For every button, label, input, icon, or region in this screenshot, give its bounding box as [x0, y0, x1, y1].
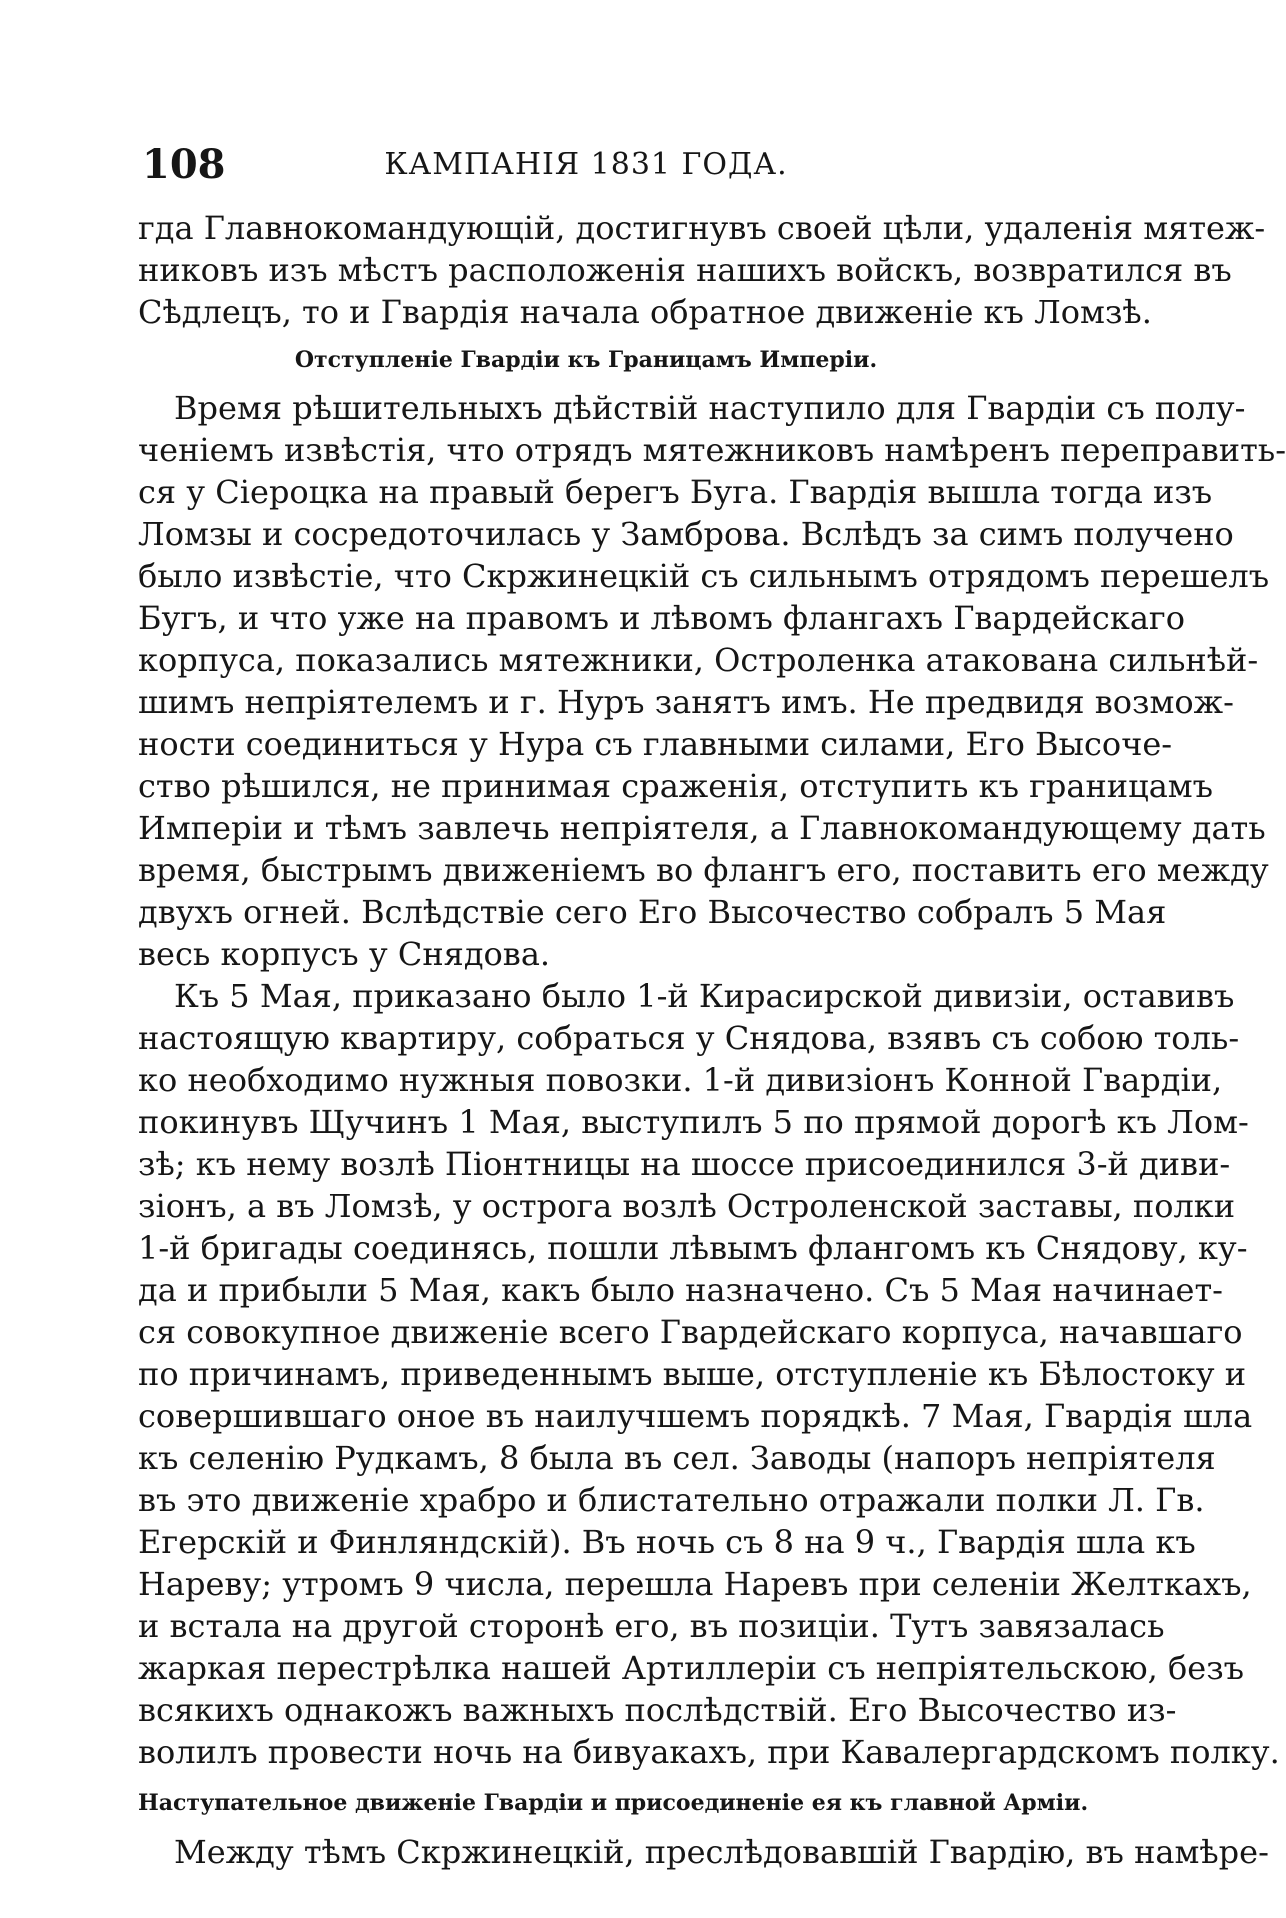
text-line: зiонъ, а въ Ломзѣ, у острога возлѣ Остроленской заставы, полки [138, 1187, 1236, 1225]
text-line: никовъ изъ мѣстъ расположенiя нашихъ войскъ, возвратился въ [138, 251, 1232, 289]
text-line: жаркая перестрѣлка нашей Артиллерiи съ непрiятельскою, безъ [138, 1649, 1245, 1687]
text-line: ченiемъ извѣстiя, что отрядъ мятежниковъ намѣренъ переправить- [138, 431, 1286, 469]
text-line: ство рѣшился, не принимая сраженiя, отступить къ границамъ [138, 767, 1214, 805]
text-line: по причинамъ, приведеннымъ выше, отступленiе къ Бѣлостоку и [138, 1355, 1247, 1393]
text-line: совершившаго оное въ наилучшемъ порядкѣ. 7 Мая, Гвардiя шла [138, 1397, 1253, 1435]
text-line: Егерскiй и Финляндскiй). Въ ночь съ 8 на 9 ч., Гвардiя шла къ [138, 1523, 1196, 1561]
running-title: КАМПАНIЯ 1831 ГОДА. [384, 147, 788, 182]
text-line: Время рѣшительныхъ дѣйствiй наступило для Гвардiи съ полу- [174, 389, 1246, 427]
text-line: покинувъ Щучинъ 1 Мая, выступилъ 5 по прямой дорогѣ къ Лом- [138, 1103, 1249, 1141]
text-line: Нареву; утромъ 9 числа, перешла Наревъ при селенiи Желткахъ, [138, 1565, 1252, 1603]
text-line: Между тѣмъ Скржинецкiй, преслѣдовавшiй Гвардiю, въ намѣре- [174, 1833, 1269, 1871]
text-line: двухъ огней. Вслѣдствiе сего Его Высочество собралъ 5 Мая [138, 893, 1167, 931]
text-line: да и прибыли 5 Мая, какъ было назначено. Съ 5 Мая начинает- [138, 1271, 1223, 1309]
text-line: къ селенiю Рудкамъ, 8 была въ сел. Заводы (напоръ непрiятеля [138, 1439, 1216, 1477]
text-line: Къ 5 Мая, приказано было 1-й Кирасирской дивизiи, оставивъ [174, 977, 1235, 1015]
page-header [138, 140, 1034, 190]
section-heading: Отступленiе Гвардiи къ Границамъ Имперiи. [294, 347, 878, 373]
text-line: шимъ непрiятелемъ и г. Нуръ занятъ имъ. Не предвидя возмож- [138, 683, 1234, 721]
text-line: настоящую квартиру, собраться у Снядова, взявъ съ собою толь- [138, 1019, 1240, 1057]
text-line: ко необходимо нужныя повозки. 1-й дивизiонъ Конной Гвардiи, [138, 1061, 1223, 1099]
text-line: ся у Сiероцка на правый берегъ Буга. Гвардiя вышла тогда изъ [138, 473, 1213, 511]
text-line: зѣ; къ нему возлѣ Пiонтницы на шоссе присоединился 3-й диви- [138, 1145, 1231, 1183]
text-line: весь корпусъ у Снядова. [138, 935, 551, 973]
text-line: волилъ провести ночь на бивуакахъ, при Кавалергардскомъ полку. [138, 1733, 1280, 1771]
page-number: 108 [142, 141, 226, 188]
text-line: время, быстрымъ движенiемъ во флангъ его, поставить его между [138, 851, 1269, 889]
text-line: гда Главнокомандующiй, достигнувъ своей цѣли, удаленiя мятеж- [138, 209, 1266, 247]
text-line: корпуса, показались мятежники, Остроленка атакована сильнѣй- [138, 641, 1259, 679]
text-line: въ это движенiе храбро и блистательно отражали полки Л. Гв. [138, 1481, 1205, 1519]
text-line: было извѣстiе, что Скржинецкiй съ сильнымъ отрядомъ перешелъ [138, 557, 1270, 595]
text-line: Сѣдлецъ, то и Гвардiя начала обратное движенiе къ Ломзѣ. [138, 293, 1152, 331]
text-line: Бугъ, и что уже на правомъ и лѣвомъ флангахъ Гвардейскаго [138, 599, 1185, 637]
text-line: всякихъ однакожъ важныхъ послѣдствiй. Его Высочество из- [138, 1691, 1177, 1729]
text-line: ся совокупное движенiе всего Гвардейскаго корпуса, начавшаго [138, 1313, 1243, 1351]
text-line: 1-й бригады соединясь, пошли лѣвымъ флангомъ къ Снядову, ку- [138, 1229, 1248, 1267]
text-line: и встала на другой сторонѣ его, въ позицiи. Тутъ завязалась [138, 1607, 1165, 1645]
text-line: Имперiи и тѣмъ завлечь непрiятеля, а Главнокомандующему дать [138, 809, 1266, 847]
text-line: ности соединиться у Нура съ главными силами, Его Высоче- [138, 725, 1173, 763]
section-heading: Наступательное движенiе Гвардiи и присоединенiе ея къ главной Армiи. [138, 1790, 1089, 1816]
text-line: Ломзы и сосредоточилась у Замброва. Вслѣдъ за симъ получено [138, 515, 1234, 553]
